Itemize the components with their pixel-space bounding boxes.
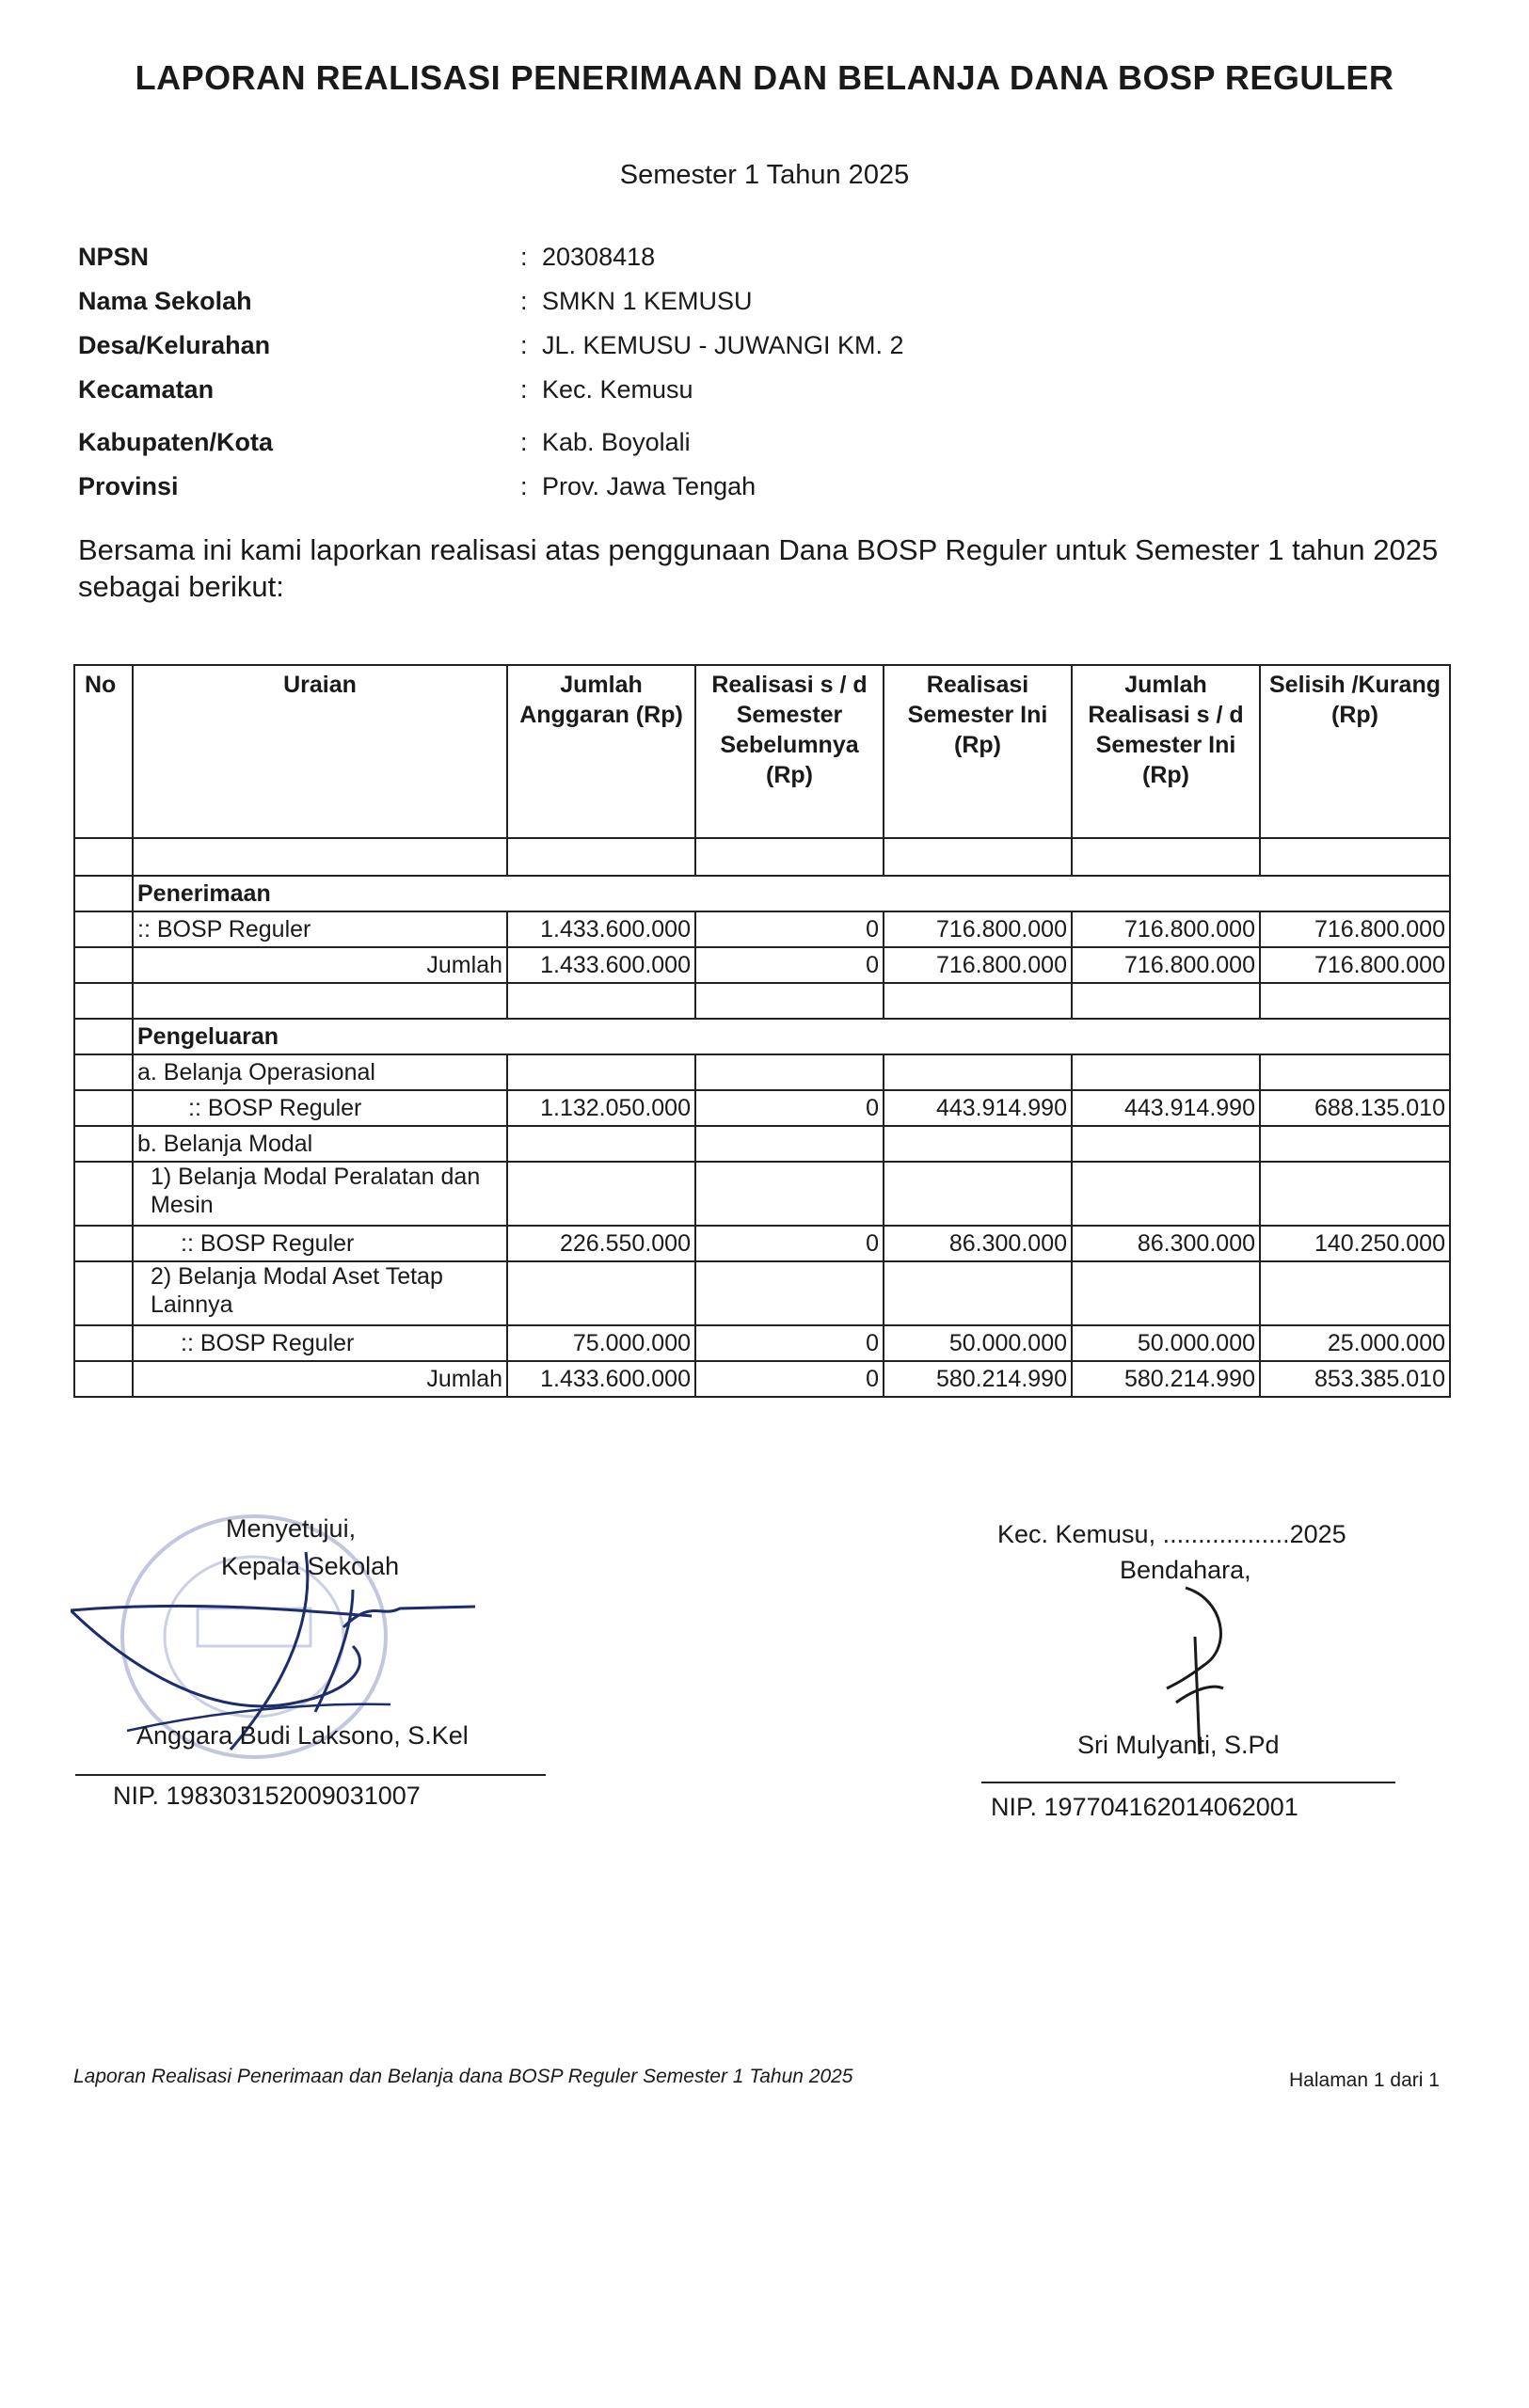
cell-jumlah: 580.214.990 — [1072, 1361, 1260, 1397]
header-uraian: Uraian — [133, 665, 507, 838]
modal-aset-label: 2) Belanja Modal Aset Tetap Lainnya — [151, 1263, 443, 1318]
info-label: Provinsi — [78, 472, 179, 500]
cell-ini: 443.914.990 — [884, 1090, 1072, 1126]
info-row-kecamatan: Kecamatan : Kec. Kemusu — [78, 375, 693, 404]
info-value: 20308418 — [542, 243, 656, 271]
cell-jumlah: 716.800.000 — [1072, 911, 1260, 947]
signature-block-principal — [56, 1505, 546, 1825]
footer-page-number: Halaman 1 dari 1 — [1289, 2069, 1440, 2091]
info-row-kabupaten: Kabupaten/Kota : Kab. Boyolali — [78, 428, 691, 456]
info-value: SMKN 1 KEMUSU — [542, 287, 753, 315]
place-date: Kec. Kemusu, ..................2025 — [997, 1520, 1346, 1548]
info-value: Kec. Kemusu — [542, 375, 693, 404]
cell-uraian: :: BOSP Reguler — [133, 1325, 507, 1361]
cell-uraian: :: BOSP Reguler — [133, 1226, 507, 1261]
section-pengeluaran: Pengeluaran — [133, 1019, 1450, 1054]
info-label: Kabupaten/Kota — [78, 428, 274, 456]
cell-ini: 50.000.000 — [884, 1325, 1072, 1361]
header-selisih: Selisih /Kurang (Rp) — [1260, 665, 1450, 838]
table-row-section — [74, 876, 1450, 911]
info-row-provinsi: Provinsi : Prov. Jawa Tengah — [78, 472, 757, 500]
info-value: Prov. Jawa Tengah — [542, 472, 757, 500]
cell-ini: 86.300.000 — [884, 1226, 1072, 1261]
table-row-total — [74, 947, 1450, 983]
principal-name: Anggara Budi Laksono, S.Kel — [136, 1721, 469, 1750]
info-row-npsn: NPSN : 20308418 — [78, 243, 656, 271]
table-row-total — [74, 1361, 1450, 1397]
cell-ini: 716.800.000 — [884, 947, 1072, 983]
cell-selisih: 140.250.000 — [1260, 1226, 1450, 1261]
header-anggaran: Jumlah Anggaran (Rp) — [507, 665, 695, 838]
cell-uraian — [133, 1261, 507, 1325]
header-no: No — [74, 665, 133, 838]
intro-paragraph: Bersama ini kami laporkan realisasi atas penggunaan Dana BOSP Reguler untuk Semester 1 tahun 2025 sebagai berikut: — [78, 533, 1439, 603]
cell-ini: 580.214.990 — [884, 1361, 1072, 1397]
table-row — [74, 1226, 1450, 1261]
section-penerimaan: Penerimaan — [133, 876, 1450, 911]
cell-uraian: Jumlah — [133, 947, 507, 983]
treasurer-title: Bendahara, — [1120, 1556, 1251, 1584]
principal-title: Kepala Sekolah — [221, 1552, 400, 1580]
info-value: Kab. Boyolali — [542, 428, 691, 456]
cell-uraian — [133, 1162, 507, 1226]
treasurer-name: Sri Mulyanti, S.Pd — [1077, 1731, 1280, 1759]
cell-jumlah: 50.000.000 — [1072, 1325, 1260, 1361]
cell-selisih: 25.000.000 — [1260, 1325, 1450, 1361]
cell-sebelumnya: 0 — [695, 1226, 884, 1261]
cell-anggaran: 1.433.600.000 — [507, 1361, 695, 1397]
info-row-nama-sekolah: Nama Sekolah : SMKN 1 KEMUSU — [78, 287, 753, 315]
signature-line — [75, 1774, 546, 1776]
cell-selisih: 716.800.000 — [1260, 911, 1450, 947]
cell-jumlah: 443.914.990 — [1072, 1090, 1260, 1126]
approval-label: Menyetujui, — [226, 1514, 357, 1543]
signature-line — [981, 1782, 1395, 1783]
table-row — [74, 1325, 1450, 1361]
cell-anggaran: 1.433.600.000 — [507, 947, 695, 983]
table-row — [74, 1162, 1450, 1226]
info-label: NPSN — [78, 243, 150, 271]
info-label: Kecamatan — [78, 375, 215, 404]
info-label: Nama Sekolah — [78, 287, 252, 315]
cell-ini: 716.800.000 — [884, 911, 1072, 947]
cell-selisih: 716.800.000 — [1260, 947, 1450, 983]
cell-anggaran: 226.550.000 — [507, 1226, 695, 1261]
header-realisasi-ini: Realisasi Semester Ini (Rp) — [884, 665, 1072, 838]
cell-sebelumnya: 0 — [695, 1325, 884, 1361]
cell-uraian: :: BOSP Reguler — [133, 911, 507, 947]
cell-uraian: :: BOSP Reguler — [133, 1090, 507, 1126]
table-row-section — [74, 1019, 1450, 1054]
cell-selisih: 853.385.010 — [1260, 1361, 1450, 1397]
cell-jumlah: 716.800.000 — [1072, 947, 1260, 983]
signature-block-treasurer — [979, 1514, 1421, 1834]
modal-peralatan-label: 1) Belanja Modal Peralatan dan Mesin — [151, 1164, 481, 1218]
report-subtitle: Semester 1 Tahun 2025 — [619, 160, 910, 190]
table-row — [74, 1261, 1450, 1325]
cell-sebelumnya: 0 — [695, 1361, 884, 1397]
info-value: JL. KEMUSU - JUWANGI KM. 2 — [542, 331, 904, 359]
principal-nip: NIP. 198303152009031007 — [113, 1782, 421, 1810]
cell-uraian: Jumlah — [133, 1361, 507, 1397]
header-realisasi-sebelumnya: Realisasi s / d Semester Sebelumnya (Rp) — [695, 665, 884, 838]
table-row — [74, 1090, 1450, 1126]
cell-anggaran: 75.000.000 — [507, 1325, 695, 1361]
header-jumlah-realisasi: Jumlah Realisasi s / d Semester Ini (Rp) — [1072, 665, 1260, 838]
table-row-blank — [74, 838, 1450, 876]
info-row-desa: Desa/Kelurahan : JL. KEMUSU - JUWANGI KM. 2 — [78, 331, 904, 359]
cell-anggaran: 1.132.050.000 — [507, 1090, 695, 1126]
table-row — [74, 1126, 1450, 1162]
report-title: LAPORAN REALISASI PENERIMAAN DAN BELANJA DANA BOSP REGULER — [135, 58, 1394, 97]
cell-sebelumnya: 0 — [695, 1090, 884, 1126]
cell-anggaran: 1.433.600.000 — [507, 911, 695, 947]
table-row — [74, 911, 1450, 947]
cell-jumlah: 86.300.000 — [1072, 1226, 1260, 1261]
treasurer-nip: NIP. 197704162014062001 — [991, 1793, 1298, 1821]
cell-selisih: 688.135.010 — [1260, 1090, 1450, 1126]
cell-sebelumnya: 0 — [695, 911, 884, 947]
table-row-blank — [74, 983, 1450, 1019]
table-header-row — [74, 665, 1450, 838]
footer-document-title: Laporan Realisasi Penerimaan dan Belanja dana BOSP Reguler Semester 1 Tahun 2025 — [73, 2066, 853, 2087]
cell-sebelumnya: 0 — [695, 947, 884, 983]
table-row — [74, 1054, 1450, 1090]
realisasi-table — [73, 664, 1451, 1398]
cell-uraian: b. Belanja Modal — [133, 1126, 507, 1162]
info-label: Desa/Kelurahan — [78, 331, 271, 359]
cell-uraian: a. Belanja Operasional — [133, 1054, 507, 1090]
